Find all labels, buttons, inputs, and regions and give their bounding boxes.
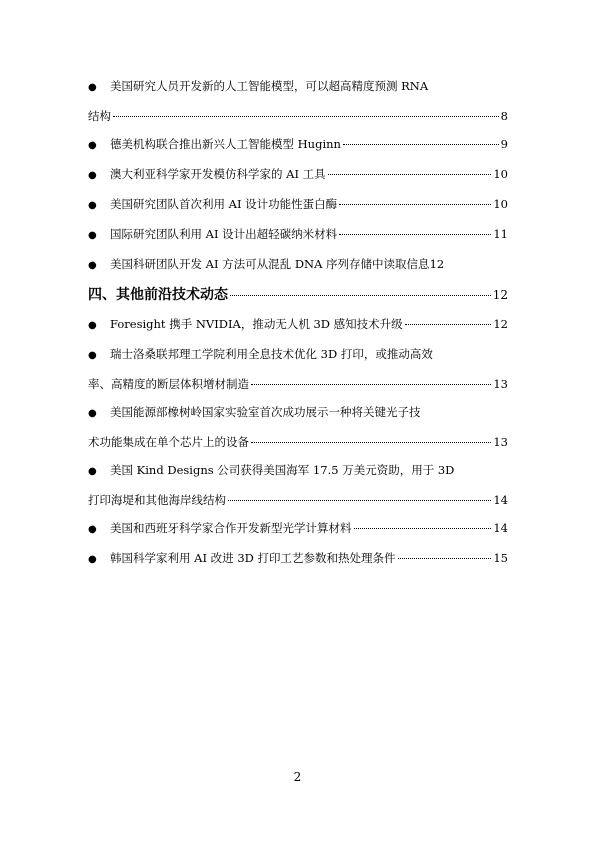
toc-entry-title: 国际研究团队利用 AI 设计出超轻碳纳米材料 xyxy=(110,227,338,241)
dot-leader xyxy=(230,295,491,296)
bullet-icon: ● xyxy=(88,320,97,331)
bullet-icon: ● xyxy=(88,554,97,565)
dot-leader xyxy=(228,500,491,501)
toc-entry[interactable] xyxy=(88,456,508,514)
toc-entry-title-line1: 美国研究人员开发新的人工智能模型，可以超高精度预测 RNA xyxy=(110,79,429,93)
toc-page-number: 12 xyxy=(492,288,508,302)
page-number: 2 xyxy=(293,770,302,784)
toc-entry[interactable] xyxy=(88,514,508,544)
bullet-icon: ● xyxy=(88,408,97,419)
bullet-icon: ● xyxy=(88,524,97,535)
toc-entry-title-line1: 瑞士洛桑联邦理工学院利用全息技术优化 3D 打印，或推动高效 xyxy=(110,347,433,361)
toc-entry[interactable] xyxy=(88,130,508,160)
toc-page-number: 12 xyxy=(493,317,508,331)
toc-entry-title-line2: 结构 xyxy=(88,109,111,123)
toc-entry-title: 德美机构联合推出新兴人工智能模型 Huginn xyxy=(110,137,341,151)
toc-entry-title-line1: 美国 Kind Designs 公司获得美国海军 17.5 万美元资助，用于 3D xyxy=(110,463,455,477)
toc-entry[interactable] xyxy=(88,340,508,398)
bullet-icon: ● xyxy=(88,140,97,151)
toc-entry-title: 美国和西班牙科学家合作开发新型光学计算材料 xyxy=(110,521,352,535)
toc-entry-title-line1: 美国能源部橡树岭国家实验室首次成功展示一种将关键光子技 xyxy=(110,405,421,419)
dot-leader xyxy=(113,116,499,117)
dot-leader xyxy=(398,558,492,559)
toc-entry-title: 美国研究团队首次利用 AI 设计功能性蛋白酶 xyxy=(110,197,338,211)
toc-page-number: 8 xyxy=(500,109,508,123)
toc-entry[interactable] xyxy=(88,72,508,130)
toc-entry[interactable] xyxy=(88,160,508,190)
toc-entry-title: 美国科研团队开发 AI 方法可从混乱 DNA 序列存储中读取信息 xyxy=(110,257,430,271)
toc-entry-title: 韩国科学家利用 AI 改进 3D 打印工艺参数和热处理条件 xyxy=(110,551,396,565)
toc-section-heading[interactable] xyxy=(88,280,508,310)
toc-page-number: 14 xyxy=(493,493,508,507)
toc-page-number: 9 xyxy=(500,137,508,151)
dot-leader xyxy=(343,144,499,145)
section-title: 四、其他前沿技术动态 xyxy=(88,287,228,303)
toc-entry[interactable] xyxy=(88,544,508,574)
toc-entry[interactable] xyxy=(88,220,508,250)
toc-page-number: 12 xyxy=(429,257,445,271)
dot-leader xyxy=(354,528,492,529)
dot-leader xyxy=(339,234,491,235)
toc-entry-title-line2: 打印海堤和其他海岸线结构 xyxy=(88,493,226,507)
toc-page-number: 11 xyxy=(493,227,508,241)
toc-entry[interactable] xyxy=(88,310,508,340)
toc-entry-title: Foresight 携手 NVIDIA，推动无人机 3D 感知技术升级 xyxy=(110,317,403,331)
toc-entry-title: 澳大利亚科学家开发模仿科学家的 AI 工具 xyxy=(110,167,326,181)
dot-leader xyxy=(328,174,492,175)
toc-page-number: 14 xyxy=(493,521,508,535)
toc-entry[interactable] xyxy=(88,398,508,456)
bullet-icon: ● xyxy=(88,466,97,477)
table-of-contents xyxy=(88,72,508,574)
toc-entry-title-line2: 术功能集成在单个芯片上的设备 xyxy=(88,435,249,449)
bullet-icon: ● xyxy=(88,200,97,211)
toc-entry[interactable] xyxy=(88,250,508,280)
toc-page-number: 13 xyxy=(493,377,508,391)
toc-page-number: 10 xyxy=(493,197,508,211)
bullet-icon: ● xyxy=(88,230,97,241)
dot-leader xyxy=(251,442,491,443)
toc-page-number: 13 xyxy=(493,435,508,449)
dot-leader xyxy=(339,204,491,205)
bullet-icon: ● xyxy=(88,350,97,361)
dot-leader xyxy=(251,384,491,385)
toc-page-number: 10 xyxy=(493,167,508,181)
bullet-icon: ● xyxy=(88,82,97,93)
toc-page-number: 15 xyxy=(493,551,508,565)
dot-leader xyxy=(405,324,492,325)
bullet-icon: ● xyxy=(88,260,97,271)
toc-entry-title-line2: 率、高精度的断层体积增材制造 xyxy=(88,377,249,391)
toc-entry[interactable] xyxy=(88,190,508,220)
bullet-icon: ● xyxy=(88,170,97,181)
